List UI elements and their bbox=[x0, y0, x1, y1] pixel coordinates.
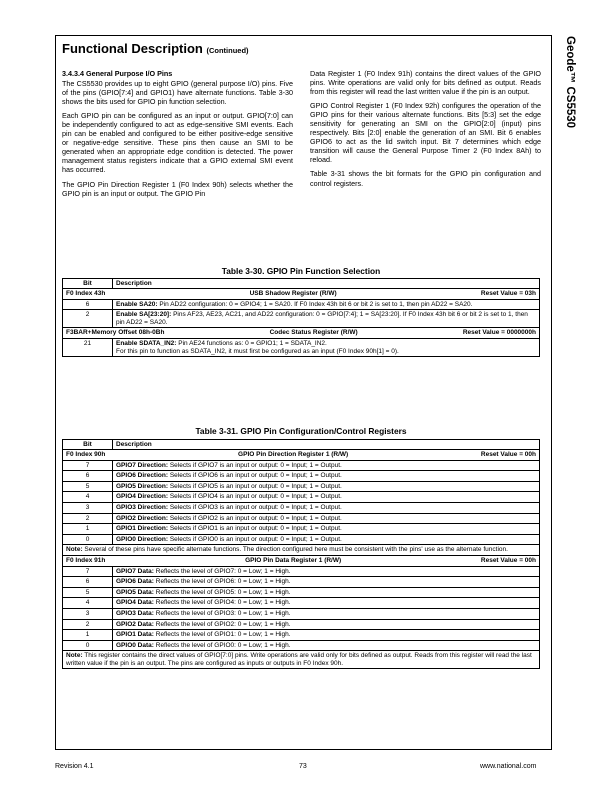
table-row bbox=[63, 630, 540, 641]
register-header-row bbox=[63, 555, 540, 566]
bit-cell: 0 bbox=[63, 534, 113, 545]
description-cell bbox=[113, 310, 540, 328]
field-description: Pins AF23, AE23, AC21, and AD22 configuration: 0 = GPIO[7:4]; 1 = SA[23:20]. If F0 Index 43h bit 6 or bit 2 is set to 1, then pin AD22 = SA20. bbox=[116, 311, 528, 326]
register-right: Reset Value = 0000000h bbox=[462, 329, 536, 337]
field-description: Selects if GPIO2 is an input or output: 0 = Input; 1 = Output. bbox=[168, 514, 342, 522]
field-name: GPIO7 Direction: bbox=[116, 461, 169, 469]
field-name: GPIO4 Direction: bbox=[116, 493, 169, 501]
description-cell bbox=[113, 587, 540, 598]
note-cell bbox=[63, 651, 540, 669]
table-row bbox=[63, 566, 540, 577]
bit-cell: 2 bbox=[63, 310, 113, 328]
field-extra: For this pin to function as SDATA_IN2, it must first be configured as an input (F0 Index 90h[1] = 0). bbox=[116, 347, 399, 355]
bit-cell: 4 bbox=[63, 598, 113, 609]
table-row bbox=[63, 502, 540, 513]
field-description: Selects if GPIO5 is an input or output: 0 = Input; 1 = Output. bbox=[168, 482, 342, 490]
footer-url[interactable]: www.national.com bbox=[480, 763, 537, 770]
field-name: GPIO2 Data: bbox=[116, 620, 154, 628]
subsection-heading: 3.4.3.4 General Purpose I/O Pins bbox=[62, 69, 173, 78]
register-center: USB Shadow Register (R/W) bbox=[249, 290, 337, 297]
table-row bbox=[63, 481, 540, 492]
field-name: GPIO1 Direction: bbox=[116, 525, 169, 533]
field-description: Pin AE24 functions as: 0 = GPIO1; 1 = SDATA_IN2. bbox=[176, 339, 327, 347]
bit-cell: 5 bbox=[63, 481, 113, 492]
paragraph: Each GPIO pin can be configured as an input or output. GPIO[7:0] can be independently configured to act as edge-sensitive SMI events. Each pin can be enabled and configured to be either positive-edge sensitive or negative-edge sensitive. These pins then cause an SMI to be generated when an appropriate edge condition is detected. The power management status registers indicate that a GPIO external SMI event has occurred. bbox=[62, 111, 293, 175]
field-description: Reflects the level of GPIO4: 0 = Low; 1 = High. bbox=[153, 599, 291, 607]
field-name: GPIO0 Data: bbox=[116, 641, 154, 649]
field-description: Reflects the level of GPIO0: 0 = Low; 1 = High. bbox=[153, 641, 291, 649]
paragraph: The CS5530 provides up to eight GPIO (general purpose I/O) pins. Five of the pins (GPIO[7:4] and GPIO1) have alternate functions. Table 3-30 shows the bits used for GPIO pin function selection. bbox=[62, 79, 293, 107]
note-row bbox=[63, 545, 540, 556]
table-header-row bbox=[63, 440, 540, 450]
field-name: GPIO4 Data: bbox=[116, 599, 154, 607]
footer-page-number: 73 bbox=[299, 763, 307, 770]
register-right: Reset Value = 00h bbox=[480, 451, 536, 458]
note-label: Note: bbox=[66, 546, 83, 554]
field-description: Selects if GPIO1 is an input or output: 0 = Input; 1 = Output. bbox=[168, 525, 342, 533]
bit-cell: 3 bbox=[63, 502, 113, 513]
field-name: GPIO0 Direction: bbox=[116, 535, 169, 543]
bit-cell: 4 bbox=[63, 492, 113, 503]
heading-sub: (Continued) bbox=[206, 46, 249, 55]
field-description: Reflects the level of GPIO2: 0 = Low; 1 = High. bbox=[153, 620, 291, 628]
register-center: GPIO Pin Data Register 1 (R/W) bbox=[245, 556, 342, 564]
register-header-row bbox=[63, 450, 540, 461]
field-description: Selects if GPIO6 is an input or output: 0 = Input; 1 = Output. bbox=[168, 472, 342, 480]
bit-cell: 2 bbox=[63, 513, 113, 524]
field-description: Reflects the level of GPIO7: 0 = Low; 1 = High. bbox=[153, 567, 291, 575]
table-30 bbox=[62, 278, 540, 357]
description-cell bbox=[113, 577, 540, 588]
field-name: GPIO7 Data: bbox=[116, 567, 154, 575]
register-header bbox=[63, 328, 540, 339]
register-header bbox=[63, 450, 540, 461]
register-right: Reset Value = 03h bbox=[480, 290, 536, 297]
side-title bbox=[556, 36, 576, 196]
description-cell bbox=[113, 513, 540, 524]
description-cell bbox=[113, 338, 540, 356]
heading-main: Functional Description bbox=[62, 41, 203, 56]
side-title-text: Geode™ CS5530 bbox=[564, 36, 576, 129]
field-description: Selects if GPIO3 is an input or output: 0 = Input; 1 = Output. bbox=[168, 503, 342, 511]
description-cell bbox=[113, 640, 540, 651]
right-column bbox=[310, 69, 541, 193]
register-header bbox=[63, 289, 540, 300]
table-row bbox=[63, 534, 540, 545]
paragraph: Data Register 1 (F0 Index 91h) contains the direct values of the GPIO pins. Write operations are valid only for bits defined as output. Reads from this register will read the last written value if the pin is an output. bbox=[310, 69, 541, 97]
description-cell bbox=[113, 524, 540, 535]
table-row bbox=[63, 598, 540, 609]
table-row bbox=[63, 608, 540, 619]
note-row bbox=[63, 651, 540, 669]
bit-cell: 2 bbox=[63, 619, 113, 630]
field-name: GPIO3 Direction: bbox=[116, 503, 169, 511]
header-description: Description bbox=[113, 440, 540, 450]
description-cell bbox=[113, 492, 540, 503]
description-cell bbox=[113, 502, 540, 513]
register-center: Codec Status Register (R/W) bbox=[269, 329, 358, 337]
table-row bbox=[63, 338, 540, 356]
field-name: GPIO3 Data: bbox=[116, 609, 154, 617]
register-left: F0 Index 43h bbox=[66, 290, 106, 297]
table-header-row bbox=[63, 279, 540, 289]
register-left: F0 Index 91h bbox=[66, 556, 106, 564]
table-row bbox=[63, 513, 540, 524]
field-name: GPIO1 Data: bbox=[116, 631, 154, 639]
table-row bbox=[63, 460, 540, 471]
register-right: Reset Value = 00h bbox=[480, 556, 536, 564]
register-center: GPIO Pin Direction Register 1 (R/W) bbox=[238, 451, 349, 458]
field-description: Selects if GPIO7 is an input or output: 0 = Input; 1 = Output. bbox=[168, 461, 342, 469]
field-name: Enable SA20: bbox=[116, 300, 158, 308]
field-description: Reflects the level of GPIO1: 0 = Low; 1 = High. bbox=[153, 631, 291, 639]
table-30-caption: Table 3-30. GPIO Pin Function Selection bbox=[221, 266, 381, 276]
table-row bbox=[63, 640, 540, 651]
field-description: Selects if GPIO0 is an input or output: 0 = Input; 1 = Output. bbox=[168, 535, 342, 543]
field-description: Reflects the level of GPIO3: 0 = Low; 1 = High. bbox=[153, 609, 291, 617]
bit-cell: 7 bbox=[63, 566, 113, 577]
register-left: F3BAR+Memory Offset 08h-0Bh bbox=[66, 329, 165, 337]
field-name: GPIO6 Direction: bbox=[116, 472, 169, 480]
description-cell bbox=[113, 460, 540, 471]
description-cell bbox=[113, 481, 540, 492]
bit-cell: 1 bbox=[63, 630, 113, 641]
register-header-row bbox=[63, 289, 540, 300]
field-name: GPIO5 Data: bbox=[116, 588, 154, 596]
description-cell bbox=[113, 630, 540, 641]
table-row bbox=[63, 492, 540, 503]
bit-cell: 6 bbox=[63, 471, 113, 482]
bit-cell: 3 bbox=[63, 608, 113, 619]
table-row bbox=[63, 310, 540, 328]
register-header bbox=[63, 555, 540, 566]
description-cell bbox=[113, 619, 540, 630]
bit-cell: 6 bbox=[63, 299, 113, 310]
table-row bbox=[63, 619, 540, 630]
footer-revision: Revision 4.1 bbox=[55, 763, 94, 770]
note-text: Several of these pins have specific alternate functions. The direction configured here must be consistent with the pins' use as the alternate function. bbox=[82, 546, 508, 554]
table-31 bbox=[62, 439, 540, 669]
field-name: GPIO6 Data: bbox=[116, 578, 154, 586]
field-description: Reflects the level of GPIO6: 0 = Low; 1 = High. bbox=[153, 578, 291, 586]
register-header-row bbox=[63, 328, 540, 339]
note-text: This register contains the direct values of GPIO[7:0] pins. Write operations are valid only for bits defined as output. Reads from this register will read the last written value if the pin is an output. The pins are configured as inputs or outputs in F0 Index 90h. bbox=[66, 652, 532, 667]
field-name: GPIO2 Direction: bbox=[116, 514, 169, 522]
register-left: F0 Index 90h bbox=[66, 451, 106, 458]
description-cell bbox=[113, 598, 540, 609]
field-description: Selects if GPIO4 is an input or output: 0 = Input; 1 = Output. bbox=[168, 493, 342, 501]
description-cell bbox=[113, 566, 540, 577]
field-name: Enable SA[23:20]: bbox=[116, 311, 172, 319]
left-column bbox=[62, 69, 293, 203]
note-label: Note: bbox=[66, 652, 83, 660]
field-description: Pin AD22 configuration: 0 = GPIO4; 1 = SA20. If F0 Index 43h bit 6 or bit 2 is set to 1, then pin AD22 = SA20. bbox=[157, 300, 473, 308]
paragraph: GPIO Control Register 1 (F0 Index 92h) configures the operation of the GPIO pins for their various alternate functions. Bits [5:3] set the edge sensitivity for generating an SMI on the GPIO[2:0] (input) pins respectively. Bits [2:0] enable the generation of an SMI. Bit 6 enables GPIO6 to act as the lid switch input. Bit 7 determines which edge transition will cause the General Purpose Timer 2 (F0 Index 8Ah) to reload. bbox=[310, 101, 541, 165]
bit-cell: 0 bbox=[63, 640, 113, 651]
header-bit: Bit bbox=[63, 279, 113, 289]
bit-cell: 21 bbox=[63, 338, 113, 356]
note-cell bbox=[63, 545, 540, 556]
bit-cell: 6 bbox=[63, 577, 113, 588]
description-cell bbox=[113, 534, 540, 545]
header-bit: Bit bbox=[63, 440, 113, 450]
field-description: Reflects the level of GPIO5: 0 = Low; 1 = High. bbox=[153, 588, 291, 596]
description-cell bbox=[113, 299, 540, 310]
table-31-caption: Table 3-31. GPIO Pin Configuration/Control Registers bbox=[195, 426, 407, 436]
description-cell bbox=[113, 471, 540, 482]
paragraph: The GPIO Pin Direction Register 1 (F0 Index 90h) selects whether the GPIO pin is an input or output. The GPIO Pin bbox=[62, 179, 293, 198]
table-row bbox=[63, 524, 540, 535]
bit-cell: 7 bbox=[63, 460, 113, 471]
table-row bbox=[63, 587, 540, 598]
field-name: GPIO5 Direction: bbox=[116, 482, 169, 490]
table-row bbox=[63, 577, 540, 588]
header-description: Description bbox=[113, 279, 540, 289]
paragraph: Table 3-31 shows the bit formats for the GPIO pin configuration and control registers. bbox=[310, 169, 541, 188]
table-row bbox=[63, 471, 540, 482]
bit-cell: 5 bbox=[63, 587, 113, 598]
field-name: Enable SDATA_IN2: bbox=[116, 339, 177, 347]
description-cell bbox=[113, 608, 540, 619]
section-heading bbox=[62, 41, 249, 56]
bit-cell: 1 bbox=[63, 524, 113, 535]
table-row bbox=[63, 299, 540, 310]
